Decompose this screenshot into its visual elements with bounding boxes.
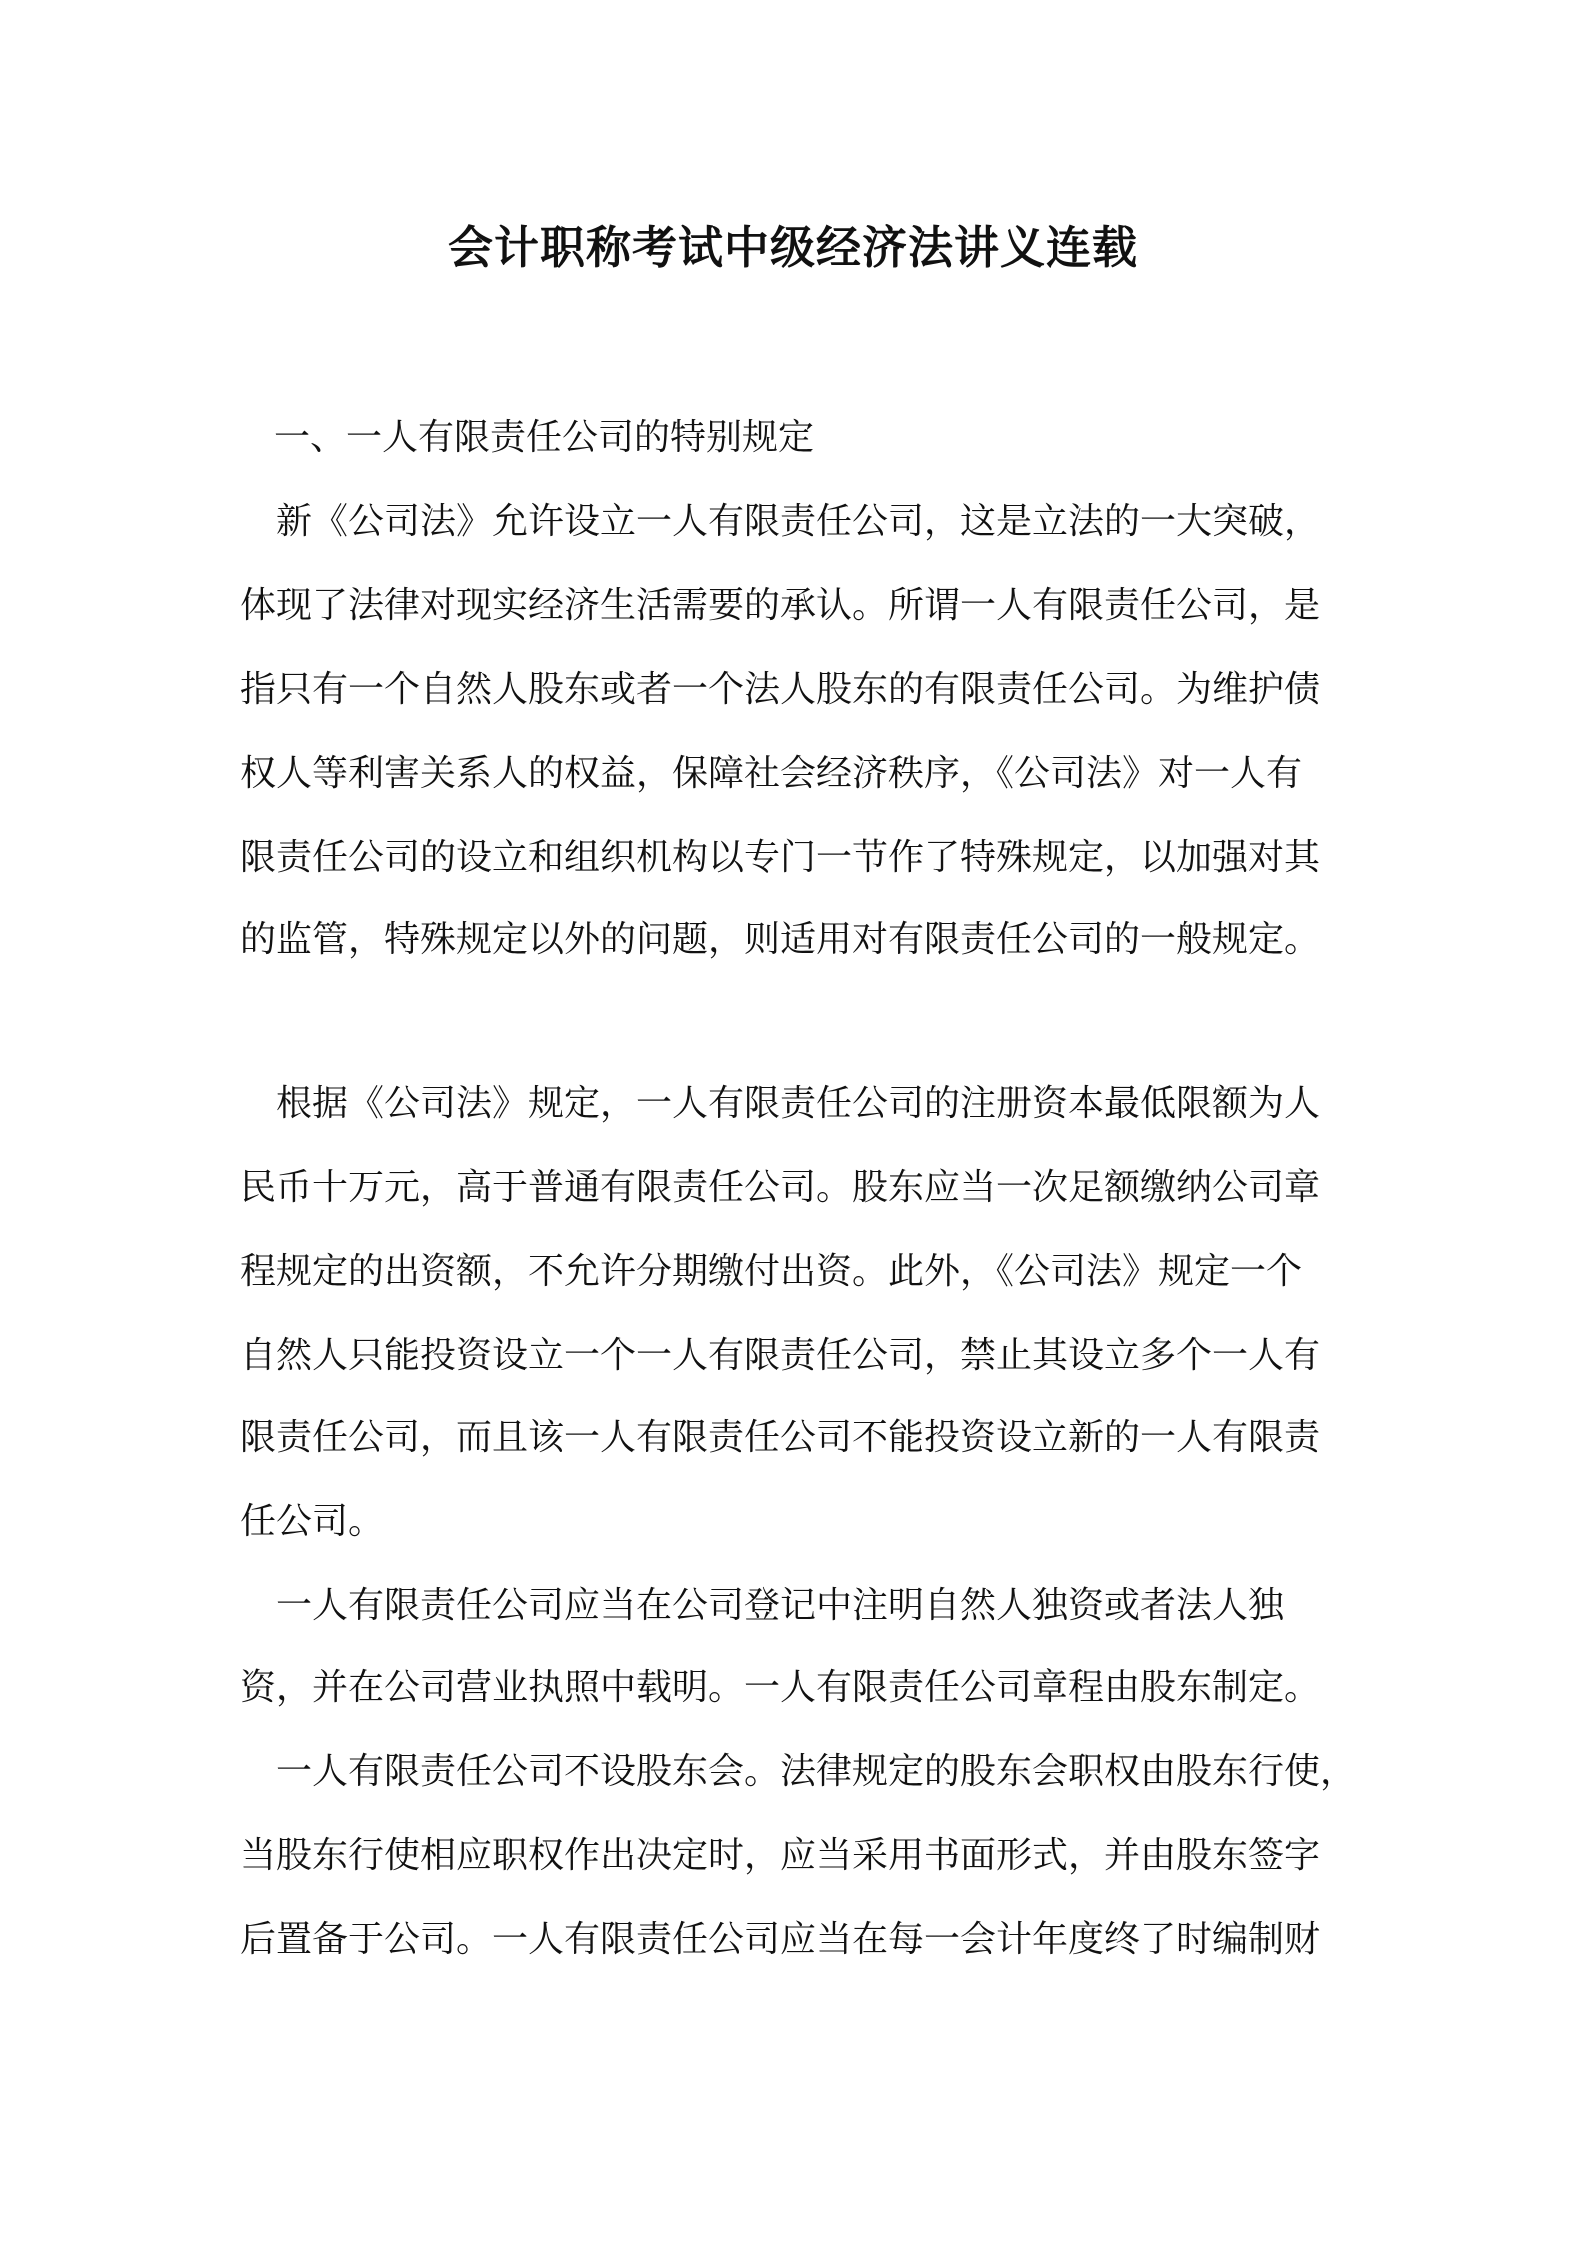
paragraph-line: 资，并在公司营业执照中载明。一人有限责任公司章程由股东制定。 xyxy=(240,1667,1321,1708)
paragraph-line: 一人有限责任公司应当在公司登记中注明自然人独资或者法人独 xyxy=(276,1585,1285,1626)
paragraph-line: 任公司。 xyxy=(240,1501,385,1542)
paragraph-line: 根据《公司法》规定，一人有限责任公司的注册资本最低限额为人 xyxy=(276,1083,1321,1124)
paragraph-line: 权人等利害关系人的权益，保障社会经济秩序，《公司法》对一人有 xyxy=(240,753,1303,794)
paragraph-line: 程规定的出资额，不允许分期缴付出资。此外，《公司法》规定一个 xyxy=(240,1251,1303,1292)
paragraph-line: 后置备于公司。一人有限责任公司应当在每一会计年度终了时编制财 xyxy=(240,1919,1321,1960)
section-heading: 一、一人有限责任公司的特别规定 xyxy=(274,417,815,458)
paragraph-line: 的监管，特殊规定以外的问题，则适用对有限责任公司的一般规定。 xyxy=(240,919,1321,960)
paragraph-line: 自然人只能投资设立一个一人有限责任公司，禁止其设立多个一人有 xyxy=(240,1335,1321,1376)
paragraph-line: 民币十万元，高于普通有限责任公司。股东应当一次足额缴纳公司章 xyxy=(240,1167,1321,1208)
paragraph-line: 新《公司法》允许设立一人有限责任公司，这是立法的一大突破， xyxy=(276,501,1321,542)
paragraph-line: 指只有一个自然人股东或者一个法人股东的有限责任公司。为维护债 xyxy=(240,669,1321,710)
paragraph-line: 限责任公司的设立和组织机构以专门一节作了特殊规定，以加强对其 xyxy=(240,837,1321,878)
document-title: 会计职称考试中级经济法讲义连载 xyxy=(447,221,1138,274)
paragraph-line: 体现了法律对现实经济生活需要的承认。所谓一人有限责任公司，是 xyxy=(240,585,1321,626)
paragraph-line: 限责任公司，而且该一人有限责任公司不能投资设立新的一人有限责 xyxy=(240,1417,1321,1458)
paragraph-line: 当股东行使相应职权作出决定时，应当采用书面形式，并由股东签字 xyxy=(240,1835,1321,1876)
paragraph-line: 一人有限责任公司不设股东会。法律规定的股东会职权由股东行使， xyxy=(276,1751,1357,1792)
